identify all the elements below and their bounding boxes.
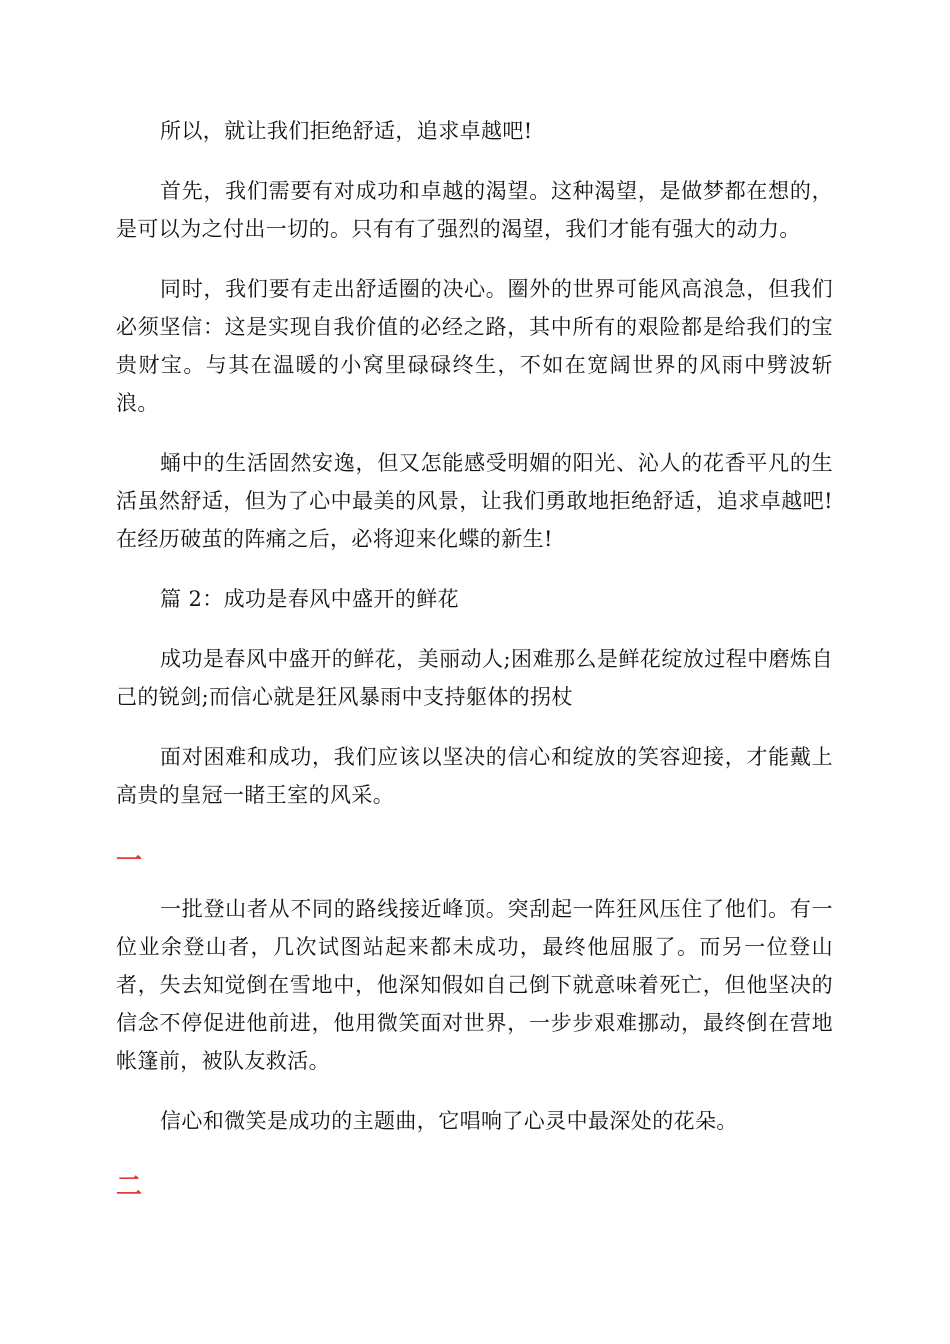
paragraph-theme-song: 信心和微笑是成功的主题曲，它唱响了心灵中最深处的花朵。 <box>160 1109 738 1133</box>
section-one-heading: 一 <box>116 846 143 876</box>
document-body <box>116 112 833 1216</box>
section-two-heading: 二 <box>116 1172 143 1202</box>
paragraph-face-difficulty: 面对困难和成功，我们应该以坚决的信心和绽放的笑容迎接，才能戴上高贵的皇冠一睹王室的风采。 <box>116 745 833 807</box>
paragraph-conclusion: 所以，就让我们拒绝舒适，追求卓越吧! <box>160 119 533 143</box>
paragraph-success-flower: 成功是春风中盛开的鲜花，美丽动人;困难那么是鲜花绽放过程中磨炼自己的锐剑;而信心就是狂风暴雨中支持躯体的拐杖 <box>116 647 833 709</box>
paragraph-desire: 首先，我们需要有对成功和卓越的渴望。这种渴望，是做梦都在想的，是可以为之付出一切的。只有有了强烈的渴望，我们才能有强大的动力。 <box>116 179 833 241</box>
article-title-2: 篇 2：成功是春风中盛开的鲜花 <box>160 587 460 611</box>
paragraph-determination: 同时，我们要有走出舒适圈的决心。圈外的世界可能风高浪急，但我们必须坚信：这是实现自我价值的必经之路，其中所有的艰险都是给我们的宝贵财宝。与其在温暖的小窝里碌碌终生，不如在宽阔世界的风雨中劈波斩浪。 <box>116 277 833 415</box>
paragraph-chrysalis: 蛹中的生活固然安逸，但又怎能感受明媚的阳光、沁人的花香平凡的生活虽然舒适，但为了心中最美的风景，让我们勇敢地拒绝舒适，追求卓越吧!在经历破茧的阵痛之后，必将迎来化蝶的新生! <box>116 451 833 551</box>
paragraph-climbers: 一批登山者从不同的路线接近峰顶。突刮起一阵狂风压住了他们。有一位业余登山者，几次试图站起来都未成功，最终他屈服了。而另一位登山者，失去知觉倒在雪地中，他深知假如自己倒下就意味着死亡，但他坚决的信念不停促进他前进，他用微笑面对世界，一步步艰难挪动，最终倒在营地帐篷前，被队友救活。 <box>116 897 833 1073</box>
